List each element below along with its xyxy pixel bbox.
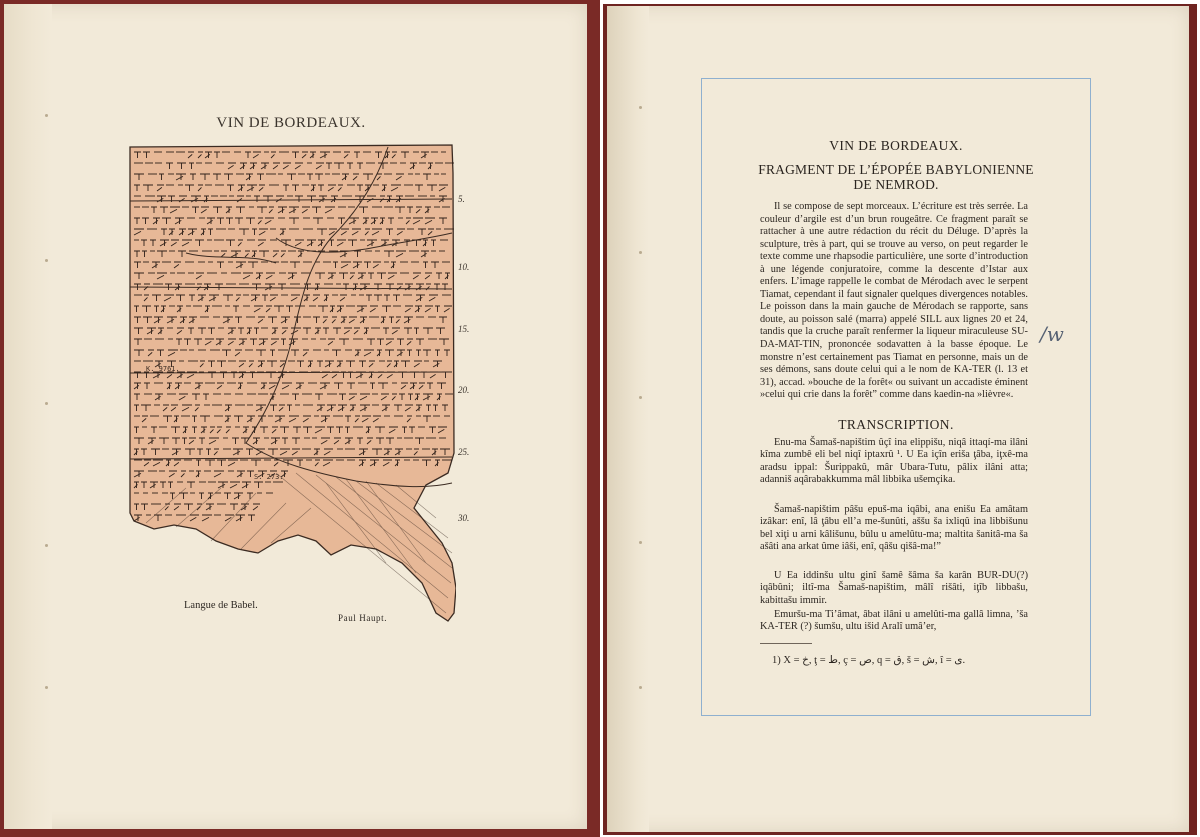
stitch-hole	[45, 686, 48, 689]
line-number: 20.	[458, 385, 470, 395]
footnote-rule	[760, 643, 812, 644]
transcription-paragraph: U Ea iddinšu ultu ginî šamê šâma ša karân BUR-DU(?) iqâbûni; iltî-ma Šamaš-napištim, mâlî rišâti, iţîb libbašu, kabittašu immir.	[760, 570, 1028, 606]
stitch-hole	[639, 686, 642, 689]
footnote: 1) X = خ, ţ = ط, ç = ص, q = ق, š = ش, î = ى.	[772, 655, 966, 666]
transcription-paragraph: Emuršu-ma Ti’âmat, âbat ilâni u amelûti-ma gallâ limna, ’ša KA-TER (?) šumšu, ultu išid Aralî umâ’er,	[760, 609, 1028, 633]
left-gutter	[4, 4, 52, 829]
svg-text:K. 9761.: K. 9761.	[146, 365, 180, 373]
line-number: 10.	[458, 262, 470, 272]
transcription-paragraph: Šamaš-napištim pâšu epuš-ma iqâbi, ana enišu Ea amâtam izâkar: enî, lâ ţâbu ell’a me-šunûti, aššu ša ixliqû ina libbišunu bel xiţi u arni kâlišunu, bûlu u amelûtu-ma; maltita šanitâ-ma ša ašâti ana arkat ûme iâši, enî, qâšu qišâ-ma!”	[760, 504, 1028, 553]
stitch-hole	[639, 541, 642, 544]
stitch-hole	[639, 106, 642, 109]
stitch-hole	[45, 114, 48, 117]
handwritten-margin-note: /w	[1040, 322, 1064, 346]
stitch-hole	[45, 259, 48, 262]
right-gutter	[607, 6, 649, 832]
stitch-hole	[639, 396, 642, 399]
caption-left: Langue de Babel.	[184, 600, 258, 611]
stitch-hole	[45, 402, 48, 405]
line-number: 15.	[458, 324, 470, 334]
intro-paragraph: Il se compose de sept morceaux. L’écriture est très serrée. La couleur d’argile est d’un brun rougeâtre. Ce fragment paraît se rattacher à une autre rédaction du récit du Déluge. D’après la sculpture, très à part, qui se trouve au verso, on peut regarder le texte comme une rhapsodie particulière, une sorte d’introduction à une légende conjuratoire, comme la descente d’Istar aux enfers. L’image rappelle le combat de Mérodach avec le serpent Tiamat, cependant il faut signaler quelques divergences notables. Le poisson dans la main gauche de Mérodach se rapporte, sans doute, au poisson salé (marra) appelé SILL aux lignes 20 et 24, tandis que la cruche paraît renfermer la liqueur miraculeuse SU-DA-MAT-TIN, prononcée sodavatten à la basse époque. Le monstre n’est certainement pas Tiamat en personne, mais un de ses démons, sans doute celui qui a le nom de KA-TER (l. 13 et 31), accad. »bouche de la forêt« ou suivant un accadiste éminent »celui qui crie dans la forêt” comme dans kaedin-na »lièvre«.	[760, 201, 1028, 401]
heading-line: FRAGMENT DE L’ÉPOPÉE BABYLONIENNE	[758, 162, 1034, 177]
heading-line: DE NEMROD.	[853, 177, 939, 192]
transcription-paragraph: Enu-ma Šamaš-napištim ûçî ina elippišu, niqâ ittaqí-ma ilâni kîma zumbê eli bel niqî iptaxrû ¹. U Ea içîn eriša ţâba, iţxê-ma aradsu ippal: Šurippakû, mâr Ubara-Tutu, pâlix ilâni atta; adanniš aqârabakkumma mâl libbika ušemçika.	[760, 437, 1028, 486]
svg-text:S. 273.: S. 273.	[254, 473, 284, 481]
cuneiform-tablet-illustration	[126, 143, 456, 623]
caption-author: Paul Haupt.	[338, 613, 388, 623]
page-heading	[701, 162, 1091, 192]
line-number: 30.	[458, 513, 470, 523]
transcription-heading: TRANSCRIPTION.	[838, 417, 954, 432]
page-title: VIN DE BORDEAUX.	[829, 138, 963, 153]
stitch-hole	[45, 544, 48, 547]
stitch-hole	[639, 251, 642, 254]
line-number: 25.	[458, 447, 470, 457]
line-number: 5.	[458, 194, 465, 204]
plate-title: VIN DE BORDEAUX.	[216, 115, 366, 131]
